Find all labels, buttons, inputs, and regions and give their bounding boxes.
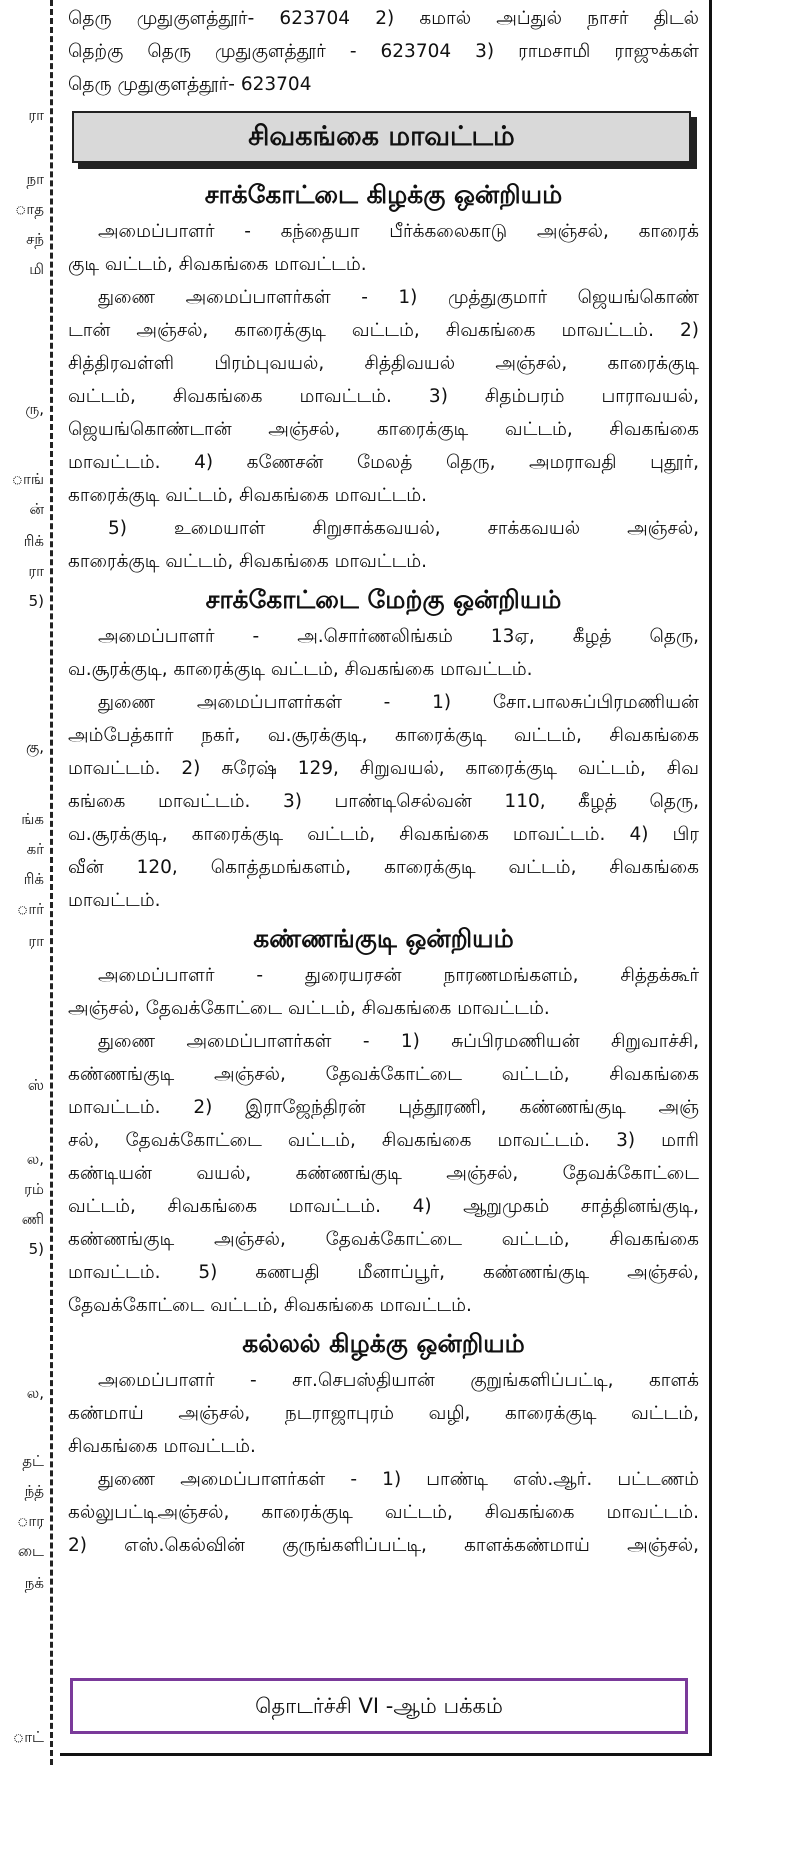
text-line: துணை அமைப்பாளர்கள் - 1) முத்துகுமார் ஜெயங்கொண் xyxy=(98,287,699,308)
left-fragment-text: 5) xyxy=(28,592,44,610)
left-column-fragment xyxy=(0,0,50,1760)
text-line: அஞ்சல், தேவக்கோட்டை வட்டம், சிவகங்கை மாவட்டம். xyxy=(68,998,550,1019)
left-fragment-text: ரம் xyxy=(24,1180,44,1198)
text-line: மாவட்டம். 5) கணபதி மீனாப்பூர், கண்ணங்குடி அஞ்சல், xyxy=(68,1262,699,1283)
left-fragment-text: கு, xyxy=(25,738,44,756)
left-fragment-text: ார் xyxy=(16,900,44,918)
text-line: வட்டம், சிவகங்கை மாவட்டம். 4) ஆறுமுகம் சாத்தினங்குடி, xyxy=(68,1196,699,1217)
text-line: தெற்கு தெரு முதுகுளத்தூர் - 623704 3) ராமசாமி ராஜுக்கள் xyxy=(68,41,699,62)
union-section xyxy=(68,1324,699,1562)
text-line: குடி வட்டம், சிவகங்கை மாவட்டம். xyxy=(68,254,367,275)
continuation-text: தொடர்ச்சி VI -ஆம் பக்கம் xyxy=(255,1694,503,1718)
text-line: டான் அஞ்சல், காரைக்குடி வட்டம், சிவகங்கை மாவட்டம். 2) xyxy=(68,320,699,341)
text-line: 5) உமையாள் சிறுசாக்கவயல், சாக்கவயல் அஞ்சல், xyxy=(108,518,699,539)
union-section xyxy=(68,580,699,917)
left-fragment-text: ரிக் xyxy=(23,532,44,550)
text-line: அமைப்பாளர் - துரையரசன் நாரணமங்களம், சித்தக்கூர் xyxy=(98,965,699,986)
left-fragment-text: மி xyxy=(29,260,44,278)
text-line: வீன் 120, கொத்தமங்களம், காரைக்குடி வட்டம், சிவகங்கை xyxy=(68,857,699,878)
left-fragment-text: 5) xyxy=(28,1240,44,1258)
union-section xyxy=(68,919,699,1322)
left-fragment-text: ாத xyxy=(14,200,44,218)
section-heading: சாக்கோட்டை மேற்கு ஒன்றியம் xyxy=(205,585,562,614)
text-line: துணை அமைப்பாளர்கள் - 1) பாண்டி எஸ்.ஆர். பட்டணம் xyxy=(98,1469,699,1490)
text-line: 2) எஸ்.கெல்வின் குருங்களிப்பட்டி, காளக்கண்மாய் அஞ்சல், xyxy=(68,1535,699,1556)
left-fragment-text: ஸ் xyxy=(27,1076,44,1094)
left-fragment-text: நா xyxy=(26,170,44,188)
text-line: கண்மாய் அஞ்சல், நடராஜாபுரம் வழி, காரைக்குடி வட்டம், xyxy=(68,1403,699,1424)
text-line: தேவக்கோட்டை வட்டம், சிவகங்கை மாவட்டம். xyxy=(68,1295,472,1316)
text-line: அமைப்பாளர் - கந்தையா பீர்க்கலைகாடு அஞ்சல், காரைக் xyxy=(98,221,699,242)
text-line: கண்ணங்குடி அஞ்சல், தேவக்கோட்டை வட்டம், சிவகங்கை xyxy=(68,1229,699,1250)
text-line: அமைப்பாளர் - சா.செபஸ்தியான் குறுங்களிப்பட்டி, காளக் xyxy=(98,1370,699,1391)
text-line: மாவட்டம். 4) கணேசன் மேலத் தெரு, அமராவதி புதூர், xyxy=(68,452,699,473)
text-line: சித்திரவள்ளி பிரம்புவயல், சித்திவயல் அஞ்சல், காரைக்குடி xyxy=(68,353,699,374)
left-fragment-text: ன் xyxy=(29,500,44,518)
left-fragment-text: ரா xyxy=(28,932,44,950)
text-line: தெரு முதுகுளத்தூர்- 623704 2) கமால் அப்துல் நாசர் திடல் xyxy=(68,8,699,29)
section-heading: கல்லல் கிழக்கு ஒன்றியம் xyxy=(242,1329,525,1358)
text-line: அம்பேத்கார் நகர், வ.சூரக்குடி, காரைக்குடி வட்டம், சிவகங்கை xyxy=(68,725,699,746)
text-line: மாவட்டம். 2) இராஜேந்திரன் புத்தூரணி, கண்ணங்குடி அஞ் xyxy=(68,1097,699,1118)
left-fragment-text: ாட் xyxy=(12,1728,44,1746)
text-line: கங்கை மாவட்டம். 3) பாண்டிசெல்வன் 110, கீழத் தெரு, xyxy=(68,791,699,812)
sections-container xyxy=(68,175,699,1562)
left-fragment-text: ல, xyxy=(26,1384,44,1402)
left-fragment-text: ந்த் xyxy=(24,1482,44,1500)
left-fragment-text: ல, xyxy=(26,1150,44,1168)
text-line: சிவகங்கை மாவட்டம். xyxy=(68,1436,256,1457)
continuation-box xyxy=(70,1678,688,1734)
text-line: சல், தேவக்கோட்டை வட்டம், சிவகங்கை மாவட்டம். 3) மாரி xyxy=(68,1130,699,1151)
text-line: அமைப்பாளர் - அ.சொர்ணலிங்கம் 13ஏ, கீழத் தெரு, xyxy=(98,626,699,647)
text-line: காரைக்குடி வட்டம், சிவகங்கை மாவட்டம். xyxy=(68,485,428,506)
left-fragment-text: சந் xyxy=(26,230,44,248)
left-fragment-text: ங்க xyxy=(21,810,44,828)
text-line: வட்டம், சிவகங்கை மாவட்டம். 3) சிதம்பரம் பாராவயல், xyxy=(68,386,699,407)
text-line: மாவட்டம். 2) சுரேஷ் 129, சிறுவயல், காரைக்குடி வட்டம், சிவ xyxy=(68,758,699,779)
left-fragment-text: தட் xyxy=(22,1452,44,1470)
text-line: கல்லுபட்டிஅஞ்சல், காரைக்குடி வட்டம், சிவகங்கை மாவட்டம். xyxy=(68,1502,699,1523)
text-line: ஜெயங்கொண்டான் அஞ்சல், காரைக்குடி வட்டம், சிவகங்கை xyxy=(68,419,699,440)
union-section xyxy=(68,175,699,578)
section-heading: கண்ணங்குடி ஒன்றியம் xyxy=(253,924,514,953)
text-line: வ.சூரக்குடி, காரைக்குடி வட்டம், சிவகங்கை மாவட்டம். 4) பிர xyxy=(68,824,699,845)
left-fragment-text: ரிக் xyxy=(23,870,44,888)
text-line: மாவட்டம். xyxy=(68,890,161,911)
continued-text xyxy=(68,2,699,101)
left-fragment-text: ாங் xyxy=(11,470,44,488)
text-line: காரைக்குடி வட்டம், சிவகங்கை மாவட்டம். xyxy=(68,551,428,572)
text-line: துணை அமைப்பாளர்கள் - 1) சோ.பாலசுப்பிரமணியன் xyxy=(98,692,699,713)
district-banner: சிவகங்கை மாவட்டம் xyxy=(72,111,691,163)
text-line: தெரு முதுகுளத்தூர்- 623704 xyxy=(68,74,312,95)
left-fragment-text: கர் xyxy=(26,840,44,858)
left-fragment-text: நக் xyxy=(24,1574,44,1592)
text-line: கண்ணங்குடி அஞ்சல், தேவக்கோட்டை வட்டம், சிவகங்கை xyxy=(68,1064,699,1085)
left-fragment-text: ரா xyxy=(28,562,44,580)
left-fragment-text: ார xyxy=(16,1512,44,1530)
text-line: வ.சூரக்குடி, காரைக்குடி வட்டம், சிவகங்கை மாவட்டம். xyxy=(68,659,533,680)
column-divider xyxy=(50,0,53,1765)
left-fragment-text: ரா xyxy=(28,106,44,124)
left-fragment-text: ணி xyxy=(21,1210,44,1228)
text-line: கண்டியன் வயல், கண்ணங்குடி அஞ்சல், தேவக்கோட்டை xyxy=(68,1163,699,1184)
article-column xyxy=(60,0,712,1756)
left-fragment-text: டை xyxy=(17,1542,44,1560)
text-line: துணை அமைப்பாளர்கள் - 1) சுப்பிரமணியன் சிறுவாச்சி, xyxy=(98,1031,699,1052)
left-fragment-text: ரு, xyxy=(25,400,44,418)
section-heading: சாக்கோட்டை கிழக்கு ஒன்றியம் xyxy=(204,180,563,209)
